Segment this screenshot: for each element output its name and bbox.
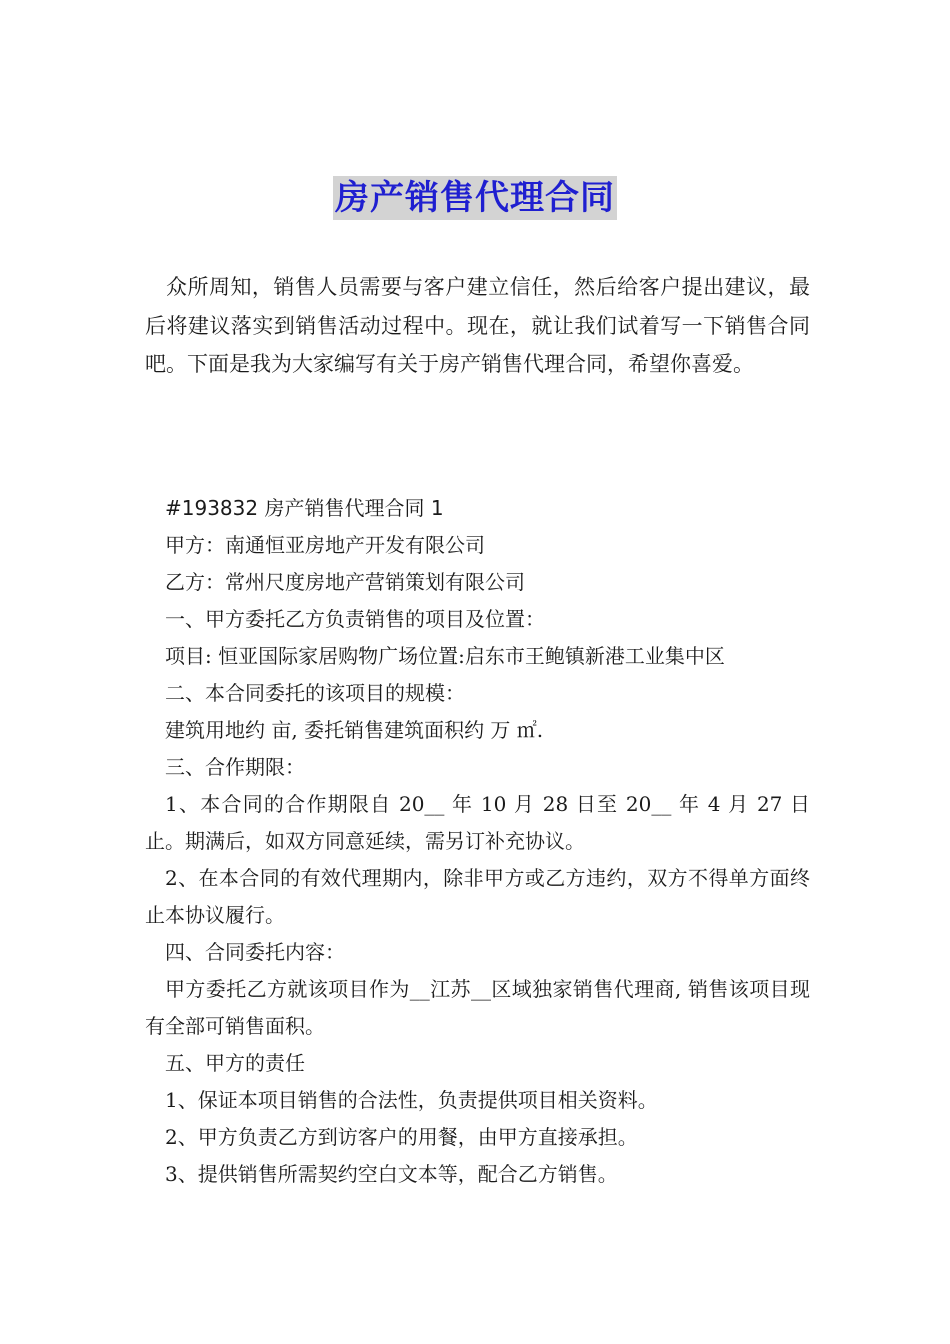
section-5-heading: 五、甲方的责任 — [165, 1051, 305, 1075]
section-3-heading: 三、合作期限： — [165, 755, 305, 779]
term-clause-1: 1、本合同的合作期限自 20__ 年 10 月 28 日至 20__ 年 4 月 27 日止。期满后，如双方同意延续，需另订补充协议。 — [145, 792, 810, 853]
title-container — [0, 176, 950, 220]
contract-heading: #193832 房产销售代理合同 1 — [165, 496, 444, 520]
intro-paragraph: 众所周知，销售人员需要与客户建立信任，然后给客户提出建议，最后将建议落实到销售活动过程中。现在，就让我们试着写一下销售合同吧。下面是我为大家编写有关于房产销售代理合同，希望你喜爱。 — [145, 275, 810, 376]
delegation-clause: 甲方委托乙方就该项目作为__江苏__区域独家销售代理商, 销售该项目现有全部可销售面积。 — [145, 977, 810, 1038]
project-location-line: 项目: 恒亚国际家居购物广场位置:启东市王鲍镇新港工业集中区 — [165, 644, 725, 668]
project-scale-line: 建筑用地约 亩, 委托销售建筑面积约 万 ㎡. — [165, 718, 544, 742]
party-a-line: 甲方：南通恒亚房地产开发有限公司 — [165, 533, 485, 557]
contract-body — [145, 490, 810, 1193]
party-a-duty-1: 1、保证本项目销售的合法性，负责提供项目相关资料。 — [165, 1088, 658, 1112]
party-b-line: 乙方：常州尺度房地产营销策划有限公司 — [165, 570, 525, 594]
section-4-heading: 四、合同委托内容： — [165, 940, 345, 964]
section-2-heading: 二、本合同委托的该项目的规模： — [165, 681, 465, 705]
party-a-duty-3: 3、提供销售所需契约空白文本等，配合乙方销售。 — [165, 1162, 618, 1186]
section-1-heading: 一、甲方委托乙方负责销售的项目及位置： — [165, 607, 545, 631]
document-title: 房产销售代理合同 — [335, 178, 615, 218]
party-a-duty-2: 2、甲方负责乙方到访客户的用餐，由甲方直接承担。 — [165, 1125, 638, 1149]
term-clause-2: 2、在本合同的有效代理期内，除非甲方或乙方违约，双方不得单方面终止本协议履行。 — [145, 866, 810, 927]
